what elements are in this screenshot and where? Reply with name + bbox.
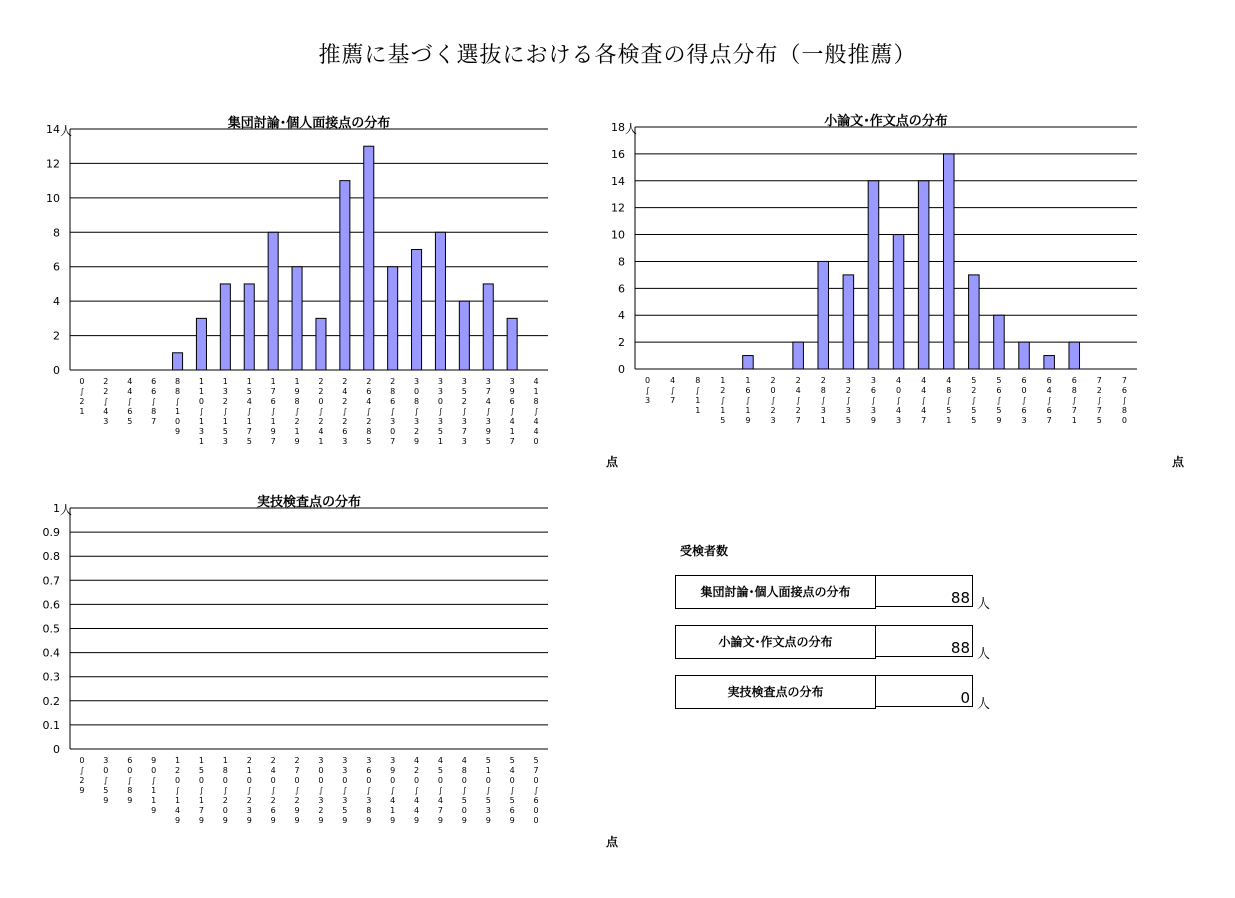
x-tick-label: 1 5 4 ∫ 1 7 5 bbox=[246, 377, 252, 446]
y-tick-label: 6 bbox=[53, 260, 60, 274]
y-tick-label: 8 bbox=[618, 255, 625, 269]
x-tick-label: 5 2 ∫ 5 5 bbox=[971, 376, 977, 425]
x-tick-label: 7 2 ∫ 7 5 bbox=[1096, 376, 1102, 425]
x-tick-label: 6 6 ∫ 8 7 bbox=[151, 377, 157, 426]
y-tick-label: 2 bbox=[53, 329, 60, 343]
examinee-count-value: 88 bbox=[875, 625, 973, 657]
y-tick-label: 0.3 bbox=[42, 670, 60, 684]
x-tick-label: 3 3 0 ∫ 3 5 9 bbox=[342, 756, 348, 825]
x-tick-label: 3 2 ∫ 3 5 bbox=[845, 376, 851, 425]
x-tick-label: 0 ∫ 3 bbox=[645, 376, 651, 405]
x-tick-label: 2 0 ∫ 2 3 bbox=[770, 376, 776, 425]
x-tick-label: 4 1 8 ∫ 4 4 0 bbox=[533, 377, 539, 446]
x-tick-label: 2 4 0 ∫ 2 6 9 bbox=[270, 756, 276, 825]
examinee-count-label: 実技検査点の分布 bbox=[675, 675, 876, 709]
y-tick-label: 14 bbox=[46, 123, 60, 136]
x-unit-label: 点 bbox=[1171, 455, 1185, 469]
y-tick-label: 0.1 bbox=[42, 718, 60, 732]
x-tick-label: 2 7 0 ∫ 2 9 9 bbox=[294, 756, 300, 825]
x-tick-label: 2 6 4 ∫ 2 8 5 bbox=[366, 377, 372, 446]
examinee-count-row-practical bbox=[675, 675, 995, 712]
x-tick-label: 2 4 ∫ 2 7 bbox=[795, 376, 801, 425]
x-tick-label: 1 7 6 ∫ 1 9 7 bbox=[270, 377, 276, 446]
x-tick-label: 4 8 0 ∫ 5 0 9 bbox=[461, 756, 467, 825]
x-tick-label: 1 8 0 ∫ 2 0 9 bbox=[222, 756, 228, 825]
x-tick-label: 3 3 0 ∫ 3 5 1 bbox=[437, 377, 443, 446]
y-tick-label: 4 bbox=[618, 309, 625, 323]
x-tick-label: 1 2 0 ∫ 1 4 9 bbox=[175, 756, 181, 825]
examinee-count-heading: 受検者数 bbox=[680, 544, 729, 558]
y-unit-label: 人 bbox=[60, 503, 73, 517]
x-tick-label: 2 2 0 ∫ 2 4 1 bbox=[318, 377, 324, 446]
y-tick-label: 4 bbox=[53, 295, 60, 309]
y-tick-label: 1 bbox=[53, 502, 60, 515]
x-tick-label: 4 4 ∫ 4 7 bbox=[921, 376, 927, 425]
x-tick-label: 5 6 ∫ 5 9 bbox=[996, 376, 1002, 425]
x-tick-label: 3 7 4 ∫ 3 9 5 bbox=[485, 377, 491, 446]
y-tick-label: 0.7 bbox=[42, 574, 60, 588]
examinee-count-row-essay bbox=[675, 625, 995, 662]
y-tick-label: 2 bbox=[618, 336, 625, 350]
x-tick-label: 3 5 2 ∫ 3 7 3 bbox=[461, 377, 467, 446]
examinee-count-unit: 人 bbox=[977, 647, 991, 662]
examinee-count-label: 集団討論･個人面接点の分布 bbox=[675, 575, 876, 609]
y-tick-label: 0 bbox=[618, 363, 625, 376]
y-tick-label: 0.5 bbox=[42, 622, 60, 636]
x-tick-label: 3 9 6 ∫ 4 1 7 bbox=[509, 377, 515, 446]
y-unit-label: 人 bbox=[625, 122, 638, 136]
examinee-count-value: 88 bbox=[875, 575, 973, 607]
x-tick-label: 9 0 ∫ 1 1 9 bbox=[151, 756, 157, 815]
y-tick-label: 18 bbox=[611, 121, 625, 134]
y-tick-label: 0.2 bbox=[42, 694, 60, 708]
x-tick-label: 2 4 2 ∫ 2 6 3 bbox=[342, 377, 348, 446]
x-tick-label: 0 ∫ 2 1 bbox=[79, 377, 85, 416]
examinee-count-value: 0 bbox=[875, 675, 973, 707]
chart-title: 小論文･作文点の分布 bbox=[824, 114, 948, 129]
x-tick-label: 4 4 ∫ 6 5 bbox=[127, 377, 133, 426]
y-tick-label: 14 bbox=[611, 174, 625, 188]
y-tick-label: 0.8 bbox=[42, 550, 60, 564]
x-tick-label: 6 0 ∫ 6 3 bbox=[1021, 376, 1027, 425]
x-tick-label: 7 6 ∫ 8 0 bbox=[1121, 376, 1127, 425]
x-tick-label: 4 8 ∫ 5 1 bbox=[946, 376, 952, 425]
examinee-count-row-interview bbox=[675, 575, 995, 612]
x-unit-label: 点 bbox=[605, 455, 619, 469]
x-tick-label: 5 1 0 ∫ 5 3 9 bbox=[485, 756, 491, 825]
x-tick-label: 2 8 6 ∫ 3 0 7 bbox=[390, 377, 396, 446]
y-tick-label: 12 bbox=[46, 157, 60, 171]
x-tick-label: 3 0 8 ∫ 3 2 9 bbox=[414, 377, 420, 446]
examinee-count-label: 小論文･作文点の分布 bbox=[675, 625, 876, 659]
x-tick-label: 2 1 0 ∫ 2 3 9 bbox=[246, 756, 252, 825]
x-tick-label: 4 0 ∫ 4 3 bbox=[896, 376, 902, 425]
y-tick-label: 0 bbox=[53, 364, 60, 377]
x-tick-label: 1 1 0 ∫ 1 3 1 bbox=[198, 377, 204, 446]
chart-title: 実技検査点の分布 bbox=[256, 495, 362, 510]
page-title: 推薦に基づく選抜における各検査の得点分布（一般推薦） bbox=[318, 43, 917, 68]
examinee-count-unit: 人 bbox=[977, 597, 991, 612]
y-tick-label: 12 bbox=[611, 201, 625, 215]
x-tick-label: 5 7 0 ∫ 6 0 0 bbox=[533, 756, 539, 825]
y-tick-label: 10 bbox=[46, 191, 60, 205]
x-tick-label: 6 8 ∫ 7 1 bbox=[1071, 376, 1077, 425]
y-tick-label: 0.6 bbox=[42, 598, 60, 612]
y-tick-label: 0.4 bbox=[42, 646, 60, 660]
x-tick-label: 1 9 8 ∫ 2 1 9 bbox=[294, 377, 300, 446]
x-tick-label: 6 0 ∫ 8 9 bbox=[127, 756, 133, 805]
y-tick-label: 6 bbox=[618, 282, 625, 296]
x-tick-label: 3 0 ∫ 5 9 bbox=[103, 756, 109, 805]
y-tick-label: 0.9 bbox=[42, 526, 60, 540]
x-tick-label: 3 0 0 ∫ 3 2 9 bbox=[318, 756, 324, 825]
x-tick-label: 4 ∫ 7 bbox=[670, 376, 676, 405]
x-tick-label: 8 8 ∫ 1 0 9 bbox=[175, 377, 181, 436]
x-tick-label: 3 6 ∫ 3 9 bbox=[870, 376, 876, 425]
y-tick-label: 0 bbox=[53, 743, 60, 756]
examinee-count-unit: 人 bbox=[977, 697, 991, 712]
x-tick-label: 1 3 2 ∫ 1 5 3 bbox=[222, 377, 228, 446]
x-tick-label: 0 ∫ 2 9 bbox=[79, 756, 85, 795]
x-tick-label: 3 6 0 ∫ 3 8 9 bbox=[366, 756, 372, 825]
y-tick-label: 16 bbox=[611, 147, 625, 161]
x-unit-label: 点 bbox=[605, 835, 619, 849]
examinee-count-table bbox=[675, 542, 995, 722]
x-tick-label: 8 ∫ 1 1 bbox=[695, 376, 701, 415]
x-tick-label: 2 8 ∫ 3 1 bbox=[820, 376, 826, 425]
x-tick-label: 6 4 ∫ 6 7 bbox=[1046, 376, 1052, 425]
y-tick-label: 10 bbox=[611, 228, 625, 242]
y-unit-label: 人 bbox=[60, 124, 73, 138]
x-tick-label: 1 2 ∫ 1 5 bbox=[720, 376, 726, 425]
y-tick-label: 8 bbox=[53, 226, 60, 240]
x-tick-label: 2 2 ∫ 4 3 bbox=[103, 377, 109, 426]
x-tick-label: 4 5 0 ∫ 4 7 9 bbox=[437, 756, 443, 825]
x-tick-label: 5 4 0 ∫ 5 6 9 bbox=[509, 756, 515, 825]
x-tick-label: 4 2 0 ∫ 4 4 9 bbox=[414, 756, 420, 825]
x-tick-label: 3 9 0 ∫ 4 1 9 bbox=[390, 756, 396, 825]
x-tick-label: 1 5 0 ∫ 1 7 9 bbox=[198, 756, 204, 825]
x-tick-label: 1 6 ∫ 1 9 bbox=[745, 376, 751, 425]
chart-title: 集団討論･個人面接点の分布 bbox=[227, 116, 391, 131]
